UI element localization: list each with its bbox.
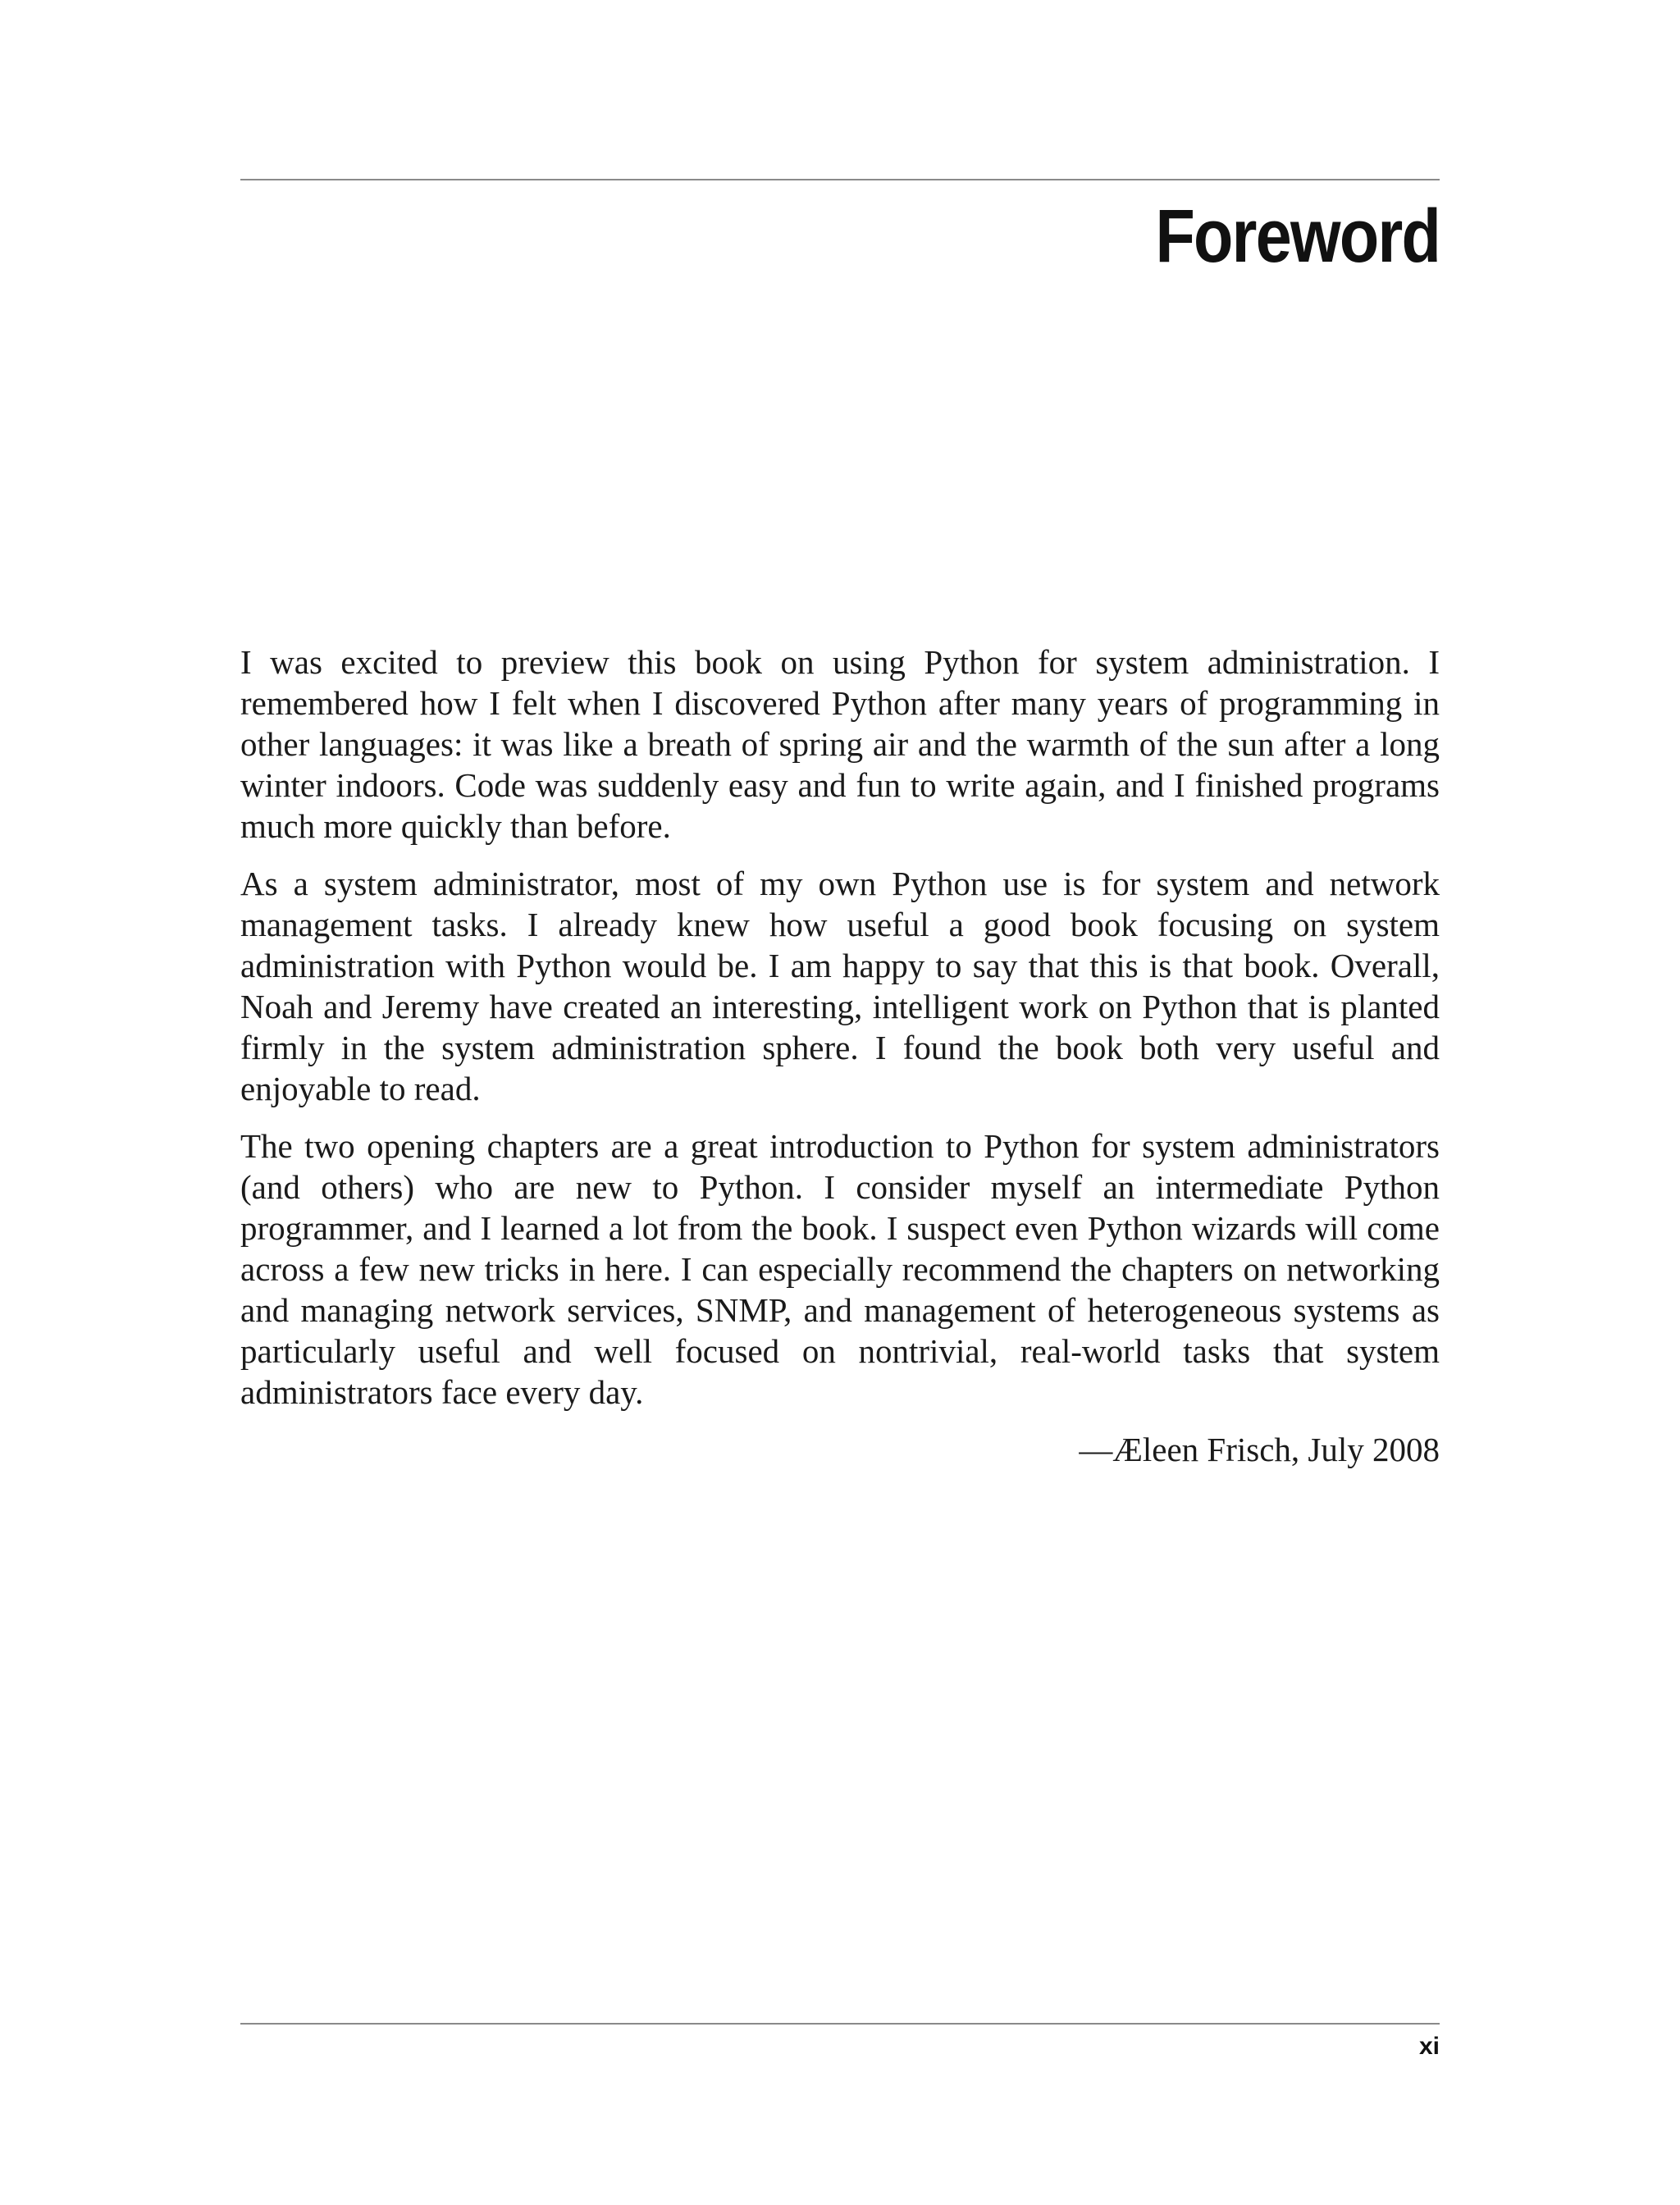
- signature: —Æleen Frisch, July 2008: [1079, 1431, 1440, 1468]
- foreword-body: [240, 641, 1440, 1486]
- page-number: xi: [1418, 2033, 1440, 2060]
- bottom-rule-divider: [240, 2023, 1440, 2025]
- paragraph-1: I was excited to preview this book on using Python for system administration. I remembered how I felt when I discovered Python after many years of programming in other languages: it was like a breath of spring air and the warmth of the sun after a long winter indoors. Code was suddenly easy and fun to write again, and I finished programs much more quickly than before.: [240, 643, 1440, 845]
- paragraph-2: As a system administrator, most of my own Python use is for system and network management tasks. I already knew how useful a good book focusing on system administration with Python would be. I am happy to say that this is that book. Overall, Noah and Jeremy have created an interesting, intelligent work on Python that is planted firmly in the system administration sphere. I found the book both very useful and enjoyable to read.: [240, 865, 1440, 1107]
- paragraph-3: The two opening chapters are a great introduction to Python for system administrators (and others) who are new to Python. I consider myself an intermediate Python programmer, and I learned a lot from the book. I suspect even Python wizards will come across a few new tricks in here. I can especially recommend the chapters on networking and managing network services, SNMP, and management of heterogeneous systems as particularly useful and well focused on nontrivial, real-world tasks that system administrators face every day.: [240, 1127, 1440, 1411]
- chapter-title: Foreword: [1155, 194, 1440, 278]
- top-rule-divider: [240, 179, 1440, 180]
